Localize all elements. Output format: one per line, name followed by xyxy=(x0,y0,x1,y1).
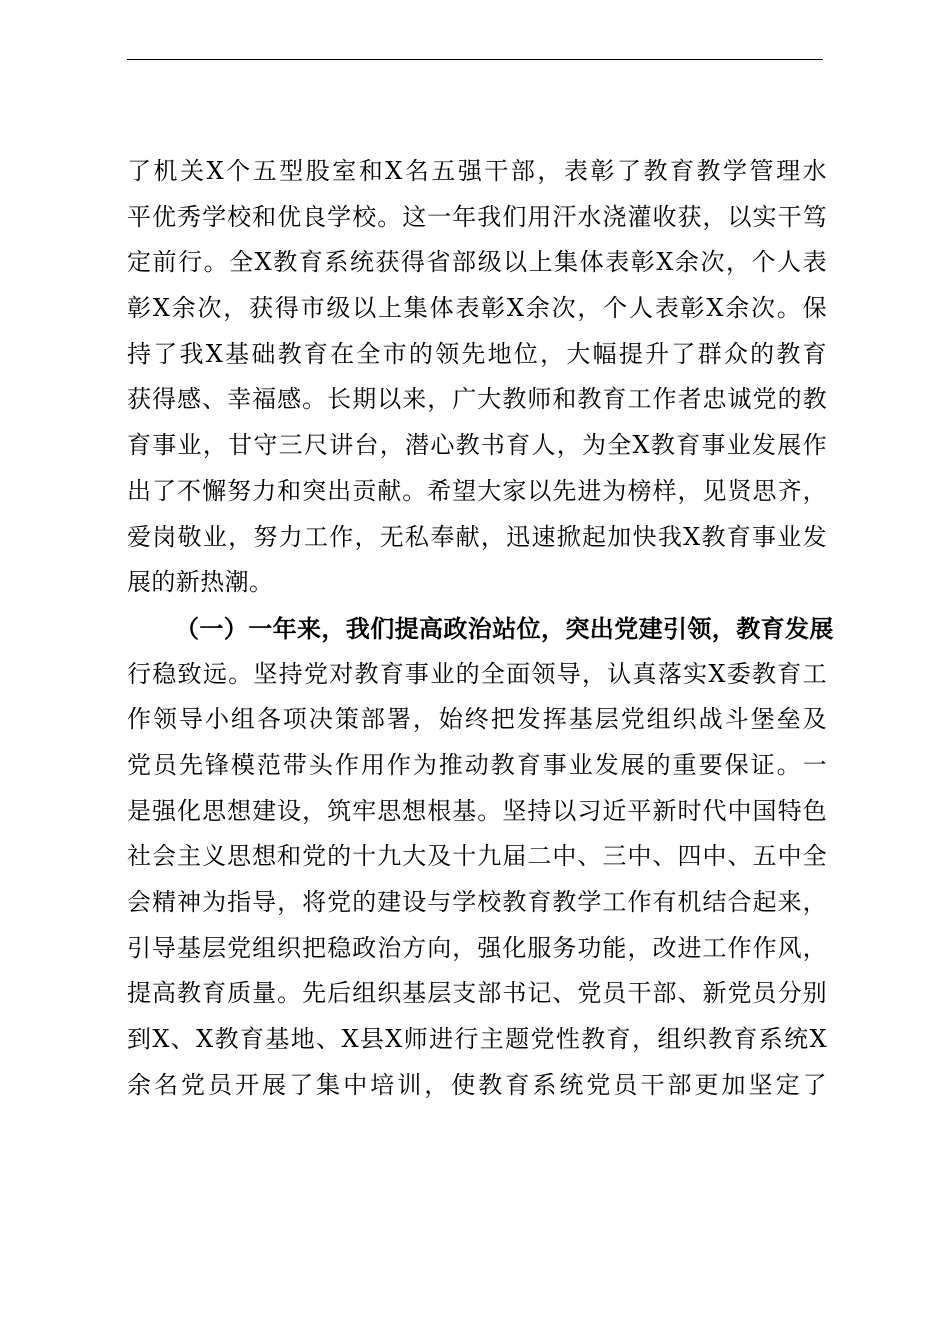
text-line: 是强化思想建设，筑牢思想根基。坚持以习近平新时代中国特色 xyxy=(127,796,827,825)
text-line: 持了我X基础教育在全市的领先地位，大幅提升了群众的教育 xyxy=(127,339,827,368)
text-line: 党员先锋模范带头作用作为推动教育事业发展的重要保证。一 xyxy=(127,750,827,779)
text-line: 获得感、幸福感。长期以来，广大教师和教育工作者忠诚党的教 xyxy=(127,385,827,414)
text-line: 提高教育质量。先后组织基层支部书记、党员干部、新党员分别 xyxy=(127,979,827,1008)
text-line: 平优秀学校和优良学校。这一年我们用汗水浇灌收获，以实干笃 xyxy=(127,202,827,231)
text-line: 出了不懈努力和突出贡献。希望大家以先进为榜样，见贤思齐， xyxy=(127,476,827,505)
text-line: 到X、X教育基地、X县X师进行主题党性教育，组织教育系统X xyxy=(127,1025,827,1054)
text-line: 彰X余次，获得市级以上集体表彰X余次，个人表彰X余次。保 xyxy=(127,294,827,323)
text-line: 展的新热潮。 xyxy=(127,568,274,597)
section-heading: （一）一年来，我们提高政治站位，突出党建引领，教育发展 xyxy=(175,613,834,643)
text-line: 社会主义思想和党的十九大及十九届二中、三中、四中、五中全 xyxy=(127,842,827,871)
text-line: 定前行。全X教育系统获得省部级以上集体表彰X余次，个人表 xyxy=(127,248,827,277)
text-line: 行稳致远。坚持党对教育事业的全面领导，认真落实X委教育工 xyxy=(127,659,827,688)
text-line: 育事业，甘守三尺讲台，潜心教书育人，为全X教育事业发展作 xyxy=(127,431,827,460)
text-line: 余名党员开展了集中培训，使教育系统党员干部更加坚定了 xyxy=(127,1070,827,1099)
text-line: 引导基层党组织把稳政治方向，强化服务功能，改进工作作风， xyxy=(127,933,827,962)
text-line: 爱岗敬业，努力工作，无私奉献，迅速掀起加快我X教育事业发 xyxy=(127,522,827,551)
text-line: 作领导小组各项决策部署，始终把发挥基层党组织战斗堡垒及 xyxy=(127,705,827,734)
document-body xyxy=(127,149,834,1108)
text-line: 了机关X个五型股室和X名五强干部，表彰了教育教学管理水 xyxy=(127,157,827,185)
header-rule xyxy=(127,59,823,60)
text-line: 会精神为指导，将党的建设与学校教育教学工作有机结合起来， xyxy=(127,888,827,916)
